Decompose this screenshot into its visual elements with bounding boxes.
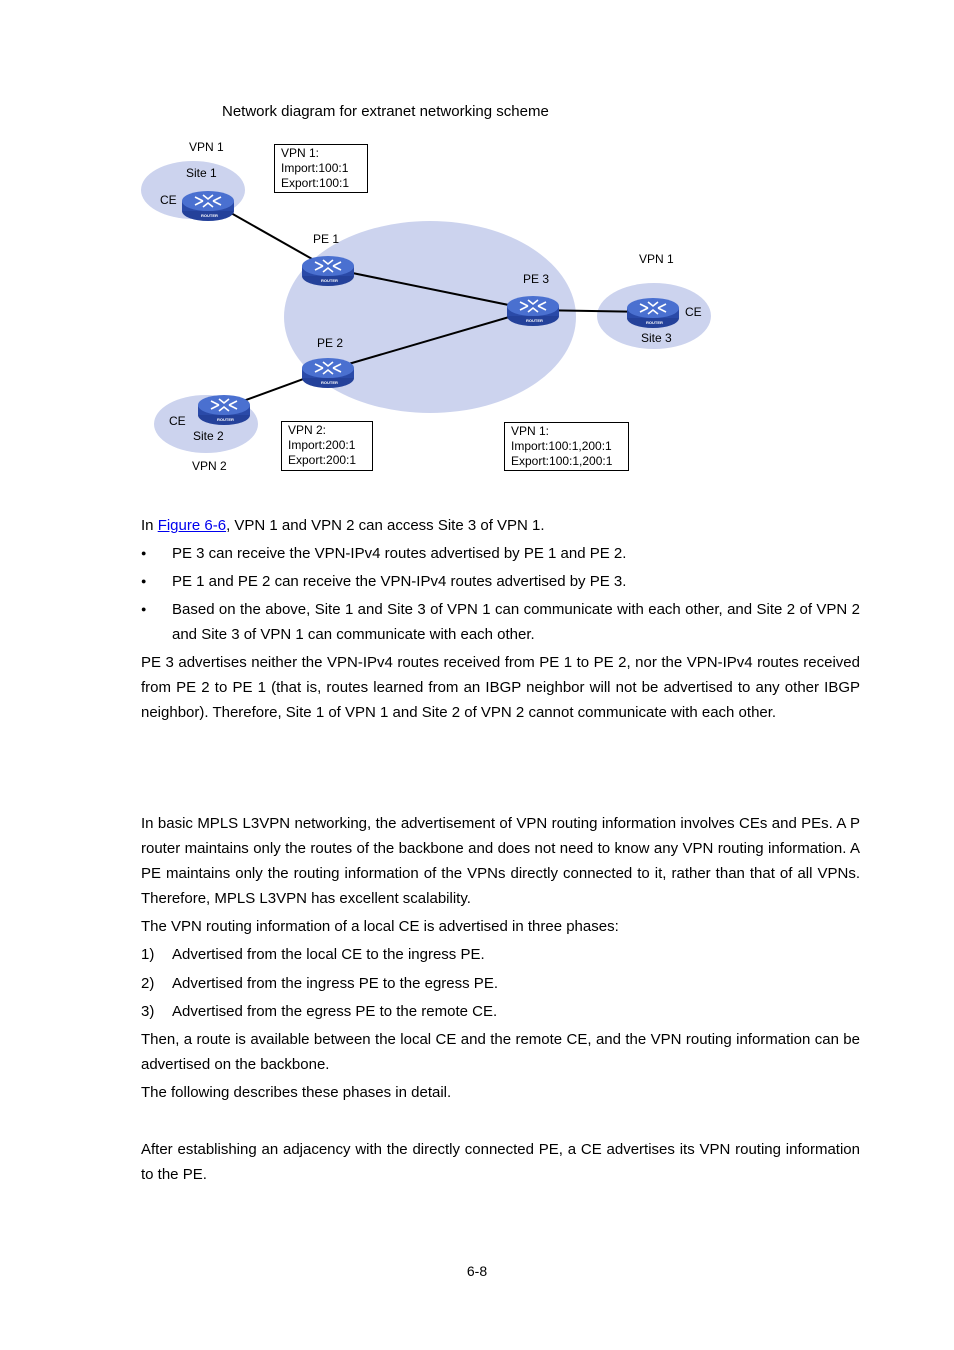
bullet-icon: ● xyxy=(141,576,147,586)
network-diagram xyxy=(0,0,954,500)
box-line: VPN 1: xyxy=(281,146,320,160)
paragraph-route-available: Then, a route is available between the local CE and the remote CE, and the VPN routing information can be advertised on the backbone. xyxy=(141,1031,860,1073)
ce3-label: CE xyxy=(685,305,702,319)
bullet-text: PE 3 can receive the VPN-IPv4 routes advertised by PE 1 and PE 2. xyxy=(172,545,627,562)
step-item xyxy=(141,942,860,967)
box-line: VPN 2: xyxy=(288,423,327,437)
intro-suffix: , VPN 1 and VPN 2 can access Site 3 of VPN 1. xyxy=(226,517,545,534)
intro-paragraph xyxy=(141,513,860,538)
figure-caption: Network diagram for extranet networking scheme xyxy=(222,103,549,120)
router-label: ROUTER xyxy=(526,318,543,323)
router-icon-pe1 xyxy=(302,256,354,286)
step-item xyxy=(141,971,860,996)
step-number: 2) xyxy=(141,975,155,992)
pe3-label: PE 3 xyxy=(523,272,550,286)
page-number: 6-8 xyxy=(466,1263,488,1279)
box-line: Export:100:1 xyxy=(281,176,350,190)
step-text: Advertised from the ingress PE to the egress PE. xyxy=(172,975,498,992)
bullet-icon: ● xyxy=(141,604,147,614)
vpn1-top-label: VPN 1 xyxy=(189,140,224,154)
router-label: ROUTER xyxy=(321,380,338,385)
vpn2-route-target-box xyxy=(281,421,373,471)
paragraph-phases-detail: The following describes these phases in detail. xyxy=(141,1084,452,1101)
box-line: Import:100:1 xyxy=(281,161,349,175)
ce1-label: CE xyxy=(160,193,177,207)
intro-prefix: In xyxy=(141,517,158,534)
paragraph-basic-networking: In basic MPLS L3VPN networking, the advertisement of VPN routing information involves CEs and PEs. A P router maintains only the routes of the backbone and does not need to know any VPN routing information. A PE maintains only the routing information of the VPNs directly connected to it, rather than that of all VPNs. Therefore, MPLS L3VPN has excellent scalability. xyxy=(141,815,860,907)
router-label: ROUTER xyxy=(217,417,234,422)
figure-link[interactable]: Figure 6-6 xyxy=(157,517,227,534)
bullet-text: PE 1 and PE 2 can receive the VPN-IPv4 routes advertised by PE 3. xyxy=(172,573,627,590)
box-line: Export:200:1 xyxy=(288,453,357,467)
paragraph-three-phases: The VPN routing information of a local CE is advertised in three phases: xyxy=(141,918,619,935)
paragraph-ce-advertises: After establishing an adjacency with the directly connected PE, a CE advertises its VPN routing information to the PE. xyxy=(141,1141,860,1183)
box-line: Export:100:1,200:1 xyxy=(511,454,613,468)
vpn2-bottom-label: VPN 2 xyxy=(192,459,227,473)
bullet-item xyxy=(141,541,860,566)
box-line: Import:200:1 xyxy=(288,438,356,452)
router-label: ROUTER xyxy=(321,278,338,283)
site2-label: Site 2 xyxy=(193,429,224,443)
router-icon-ce3 xyxy=(627,298,679,328)
step-number: 1) xyxy=(141,946,155,963)
paragraph-pe3-advertisement: PE 3 advertises neither the VPN-IPv4 routes received from PE 1 to PE 2, nor the VPN-IPv4 routes received from PE 2 to PE 1 (that is, routes learned from an IBGP neighbor will not be advertised to any other IBGP neighbor). Therefore, Site 1 of VPN 1 and Site 2 of VPN 2 cannot communicate with each other. xyxy=(141,654,860,721)
router-icon-ce1 xyxy=(182,191,234,221)
router-icon-pe2 xyxy=(302,358,354,388)
ce2-label: CE xyxy=(169,414,186,428)
bullet-item xyxy=(141,569,860,594)
box-line: Import:100:1,200:1 xyxy=(511,439,612,453)
router-icon-ce2 xyxy=(198,395,250,425)
vpn1-route-target-box xyxy=(274,144,368,193)
pe3-route-target-box xyxy=(504,422,629,471)
pe2-label: PE 2 xyxy=(317,336,344,350)
box-line: VPN 1: xyxy=(511,424,550,438)
site1-label: Site 1 xyxy=(186,166,217,180)
bullet-icon: ● xyxy=(141,548,147,558)
step-text: Advertised from the local CE to the ingress PE. xyxy=(172,946,485,963)
step-number: 3) xyxy=(141,1003,155,1020)
step-text: Advertised from the egress PE to the remote CE. xyxy=(172,1003,498,1020)
router-label: ROUTER xyxy=(646,320,663,325)
router-icon-pe3 xyxy=(507,296,559,326)
router-label: ROUTER xyxy=(201,213,218,218)
bullet-item xyxy=(141,597,860,647)
vpn1-right-label: VPN 1 xyxy=(639,252,674,266)
step-item xyxy=(141,999,860,1024)
bullet-text: Based on the above, Site 1 and Site 3 of VPN 1 can communicate with each other, and Site 2 of VPN 2 and Site 3 of VPN 1 can communicate with each other. xyxy=(172,601,860,643)
pe1-label: PE 1 xyxy=(313,232,340,246)
site3-label: Site 3 xyxy=(641,331,672,345)
